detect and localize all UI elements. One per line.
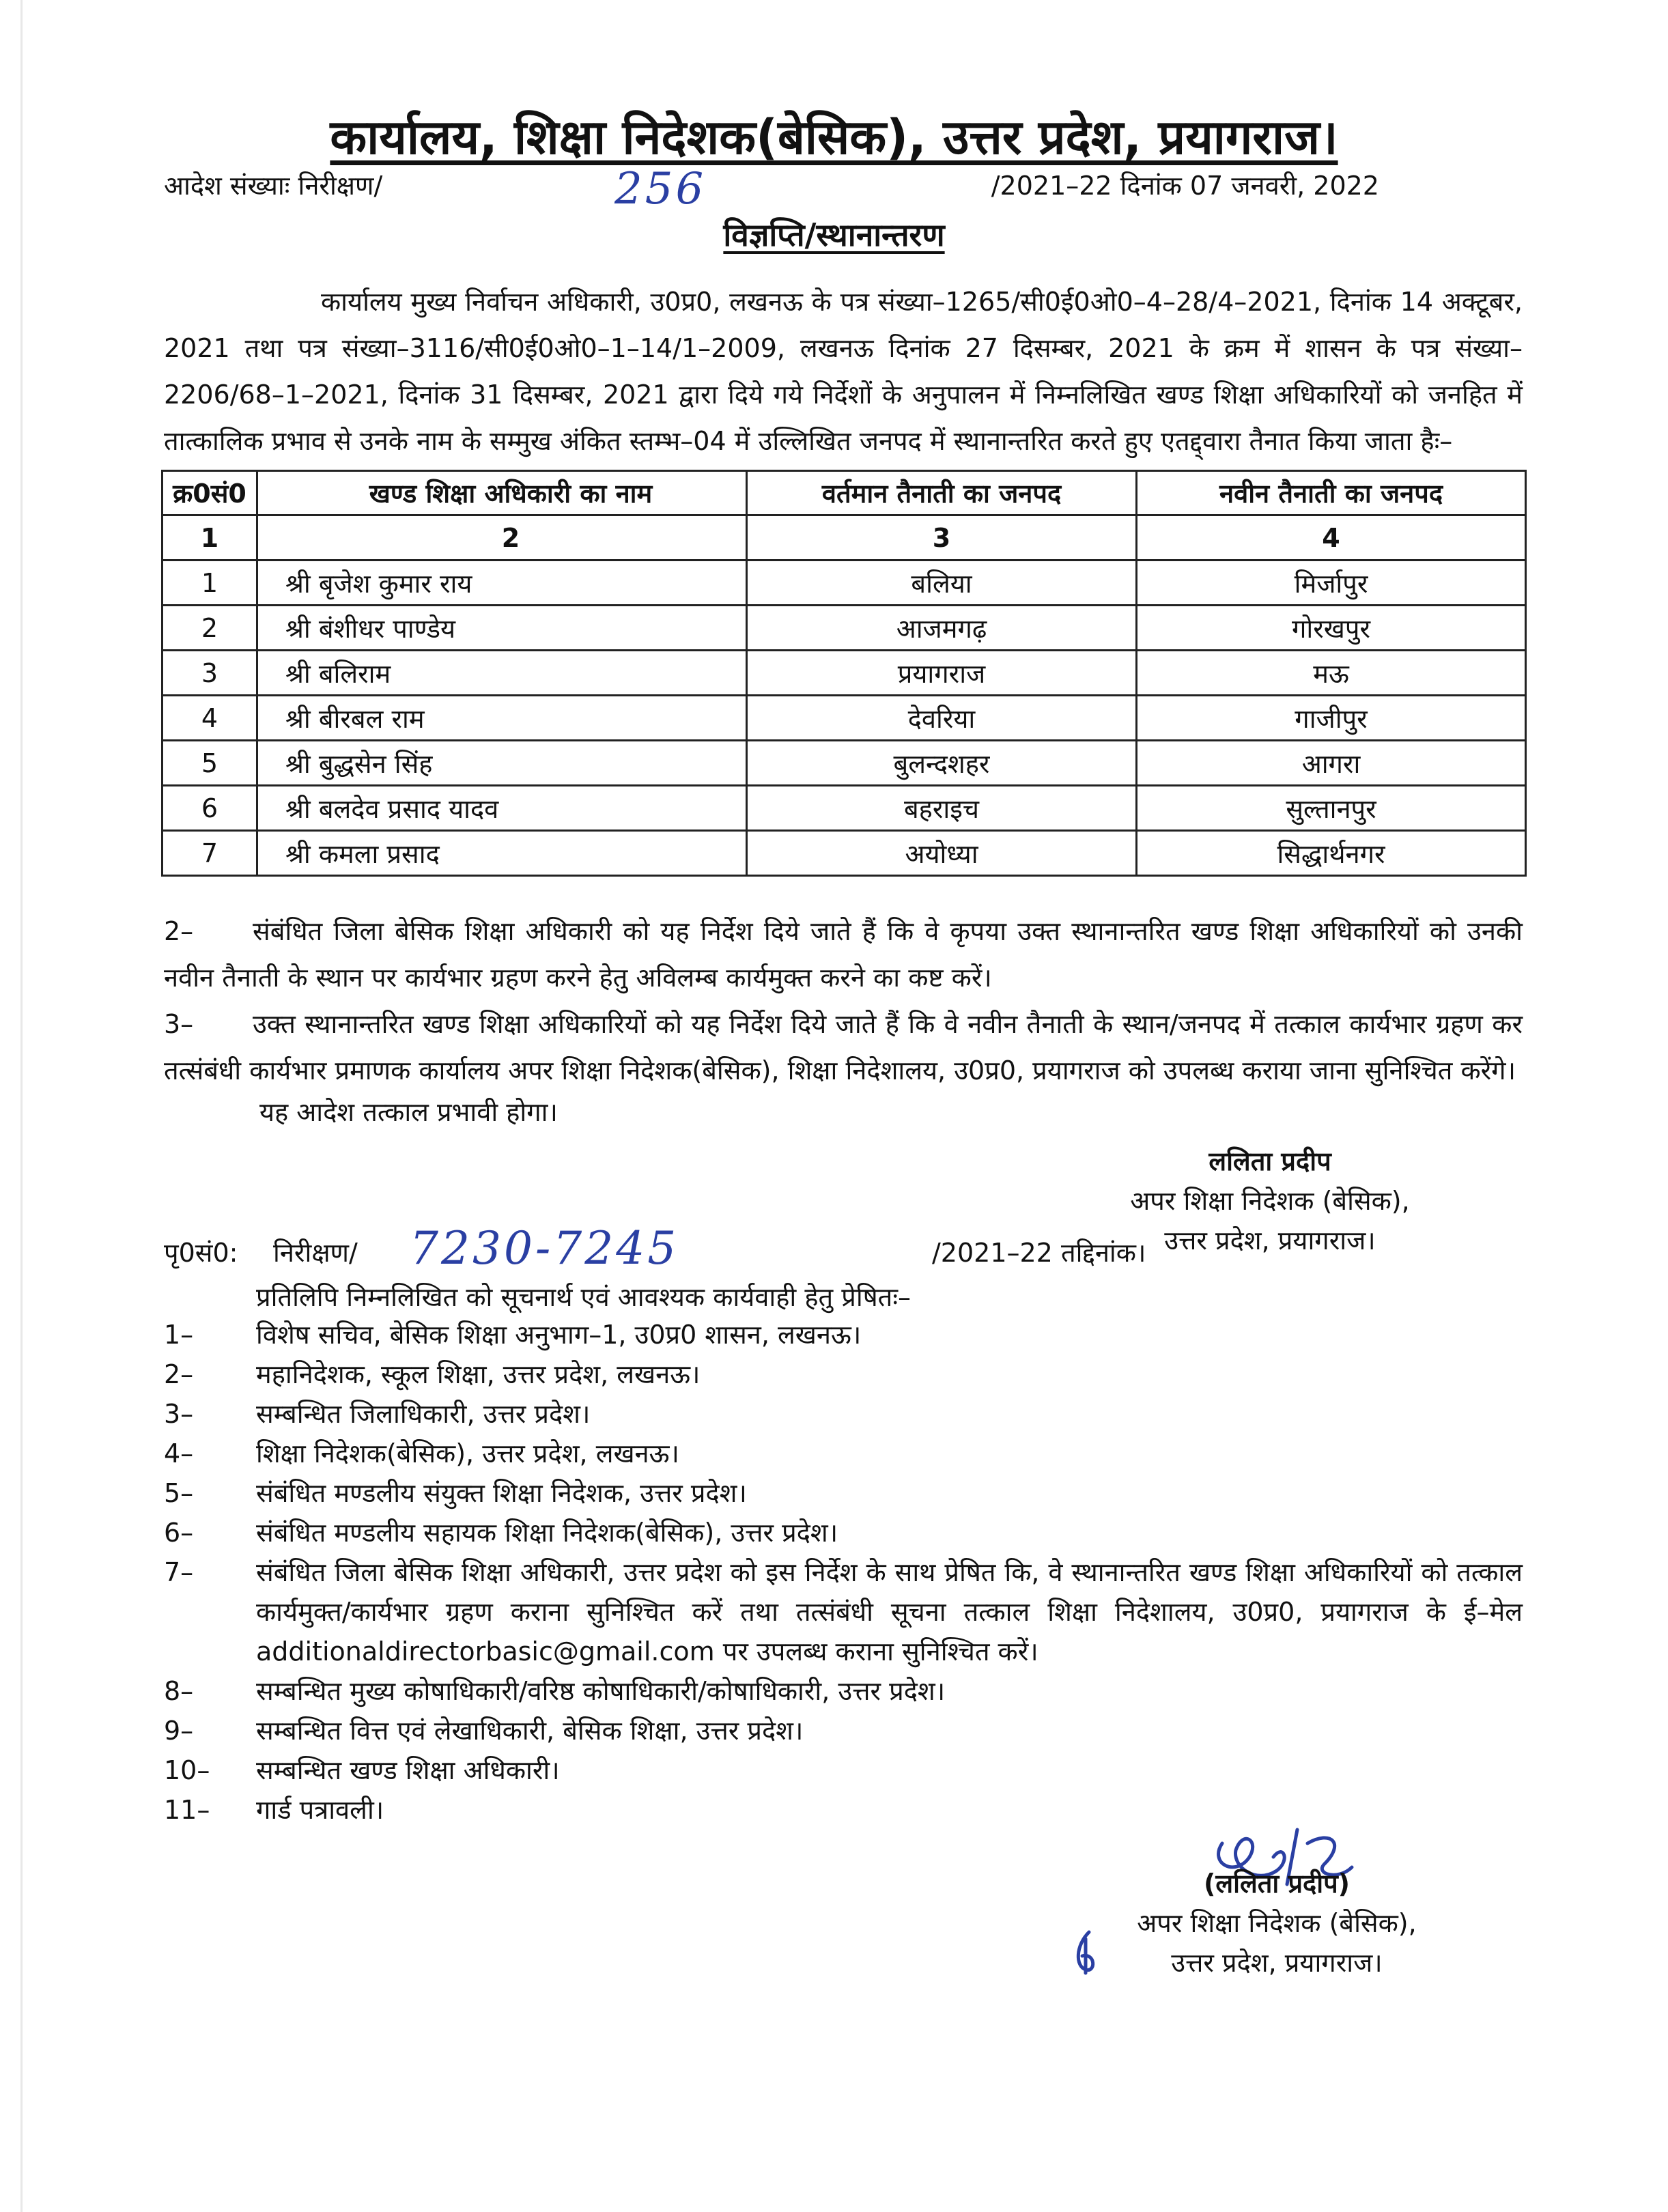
paragraph-1: कार्यालय मुख्य निर्वाचन अधिकारी, उ0प्र0, लखनऊ के पत्र संख्या–1265/सी0ई0ओ0–4–28/4–2021, दिनांक 14 अक्टूबर, 2021 तथा पत्र संख्या–3116/सी0ई0ओ0–1–14/1–2009, लखनऊ दिनांक 27 दिसम्बर, 2021 के क्रम में शासन के पत्र संख्या–2206/68–1–2021, दिनांक 31 दिसम्बर, 2021 द्वारा दिये गये निर्देशों के अनुपालन में निम्नलिखित खण्ड शिक्षा अधिकारियों को जनहित में तात्कालिक प्रभाव से उनके नाम के सम्मुख अंकित स्तम्भ–04 में उल्लिखित जनपद में स्थानान्तरित करते हुए एतद्द्वारा तैनात किया जाता हैः– [164,287,1523,456]
list-text: संबंधित जिला बेसिक शिक्षा अधिकारी, उत्तर प्रदेश को इस निर्देश के साथ प्रेषित कि, वे स्थानान्तरित खण्ड शिक्षा अधिकारियों को तत्काल कार्यमुक्त/कार्यभार ग्रहण कराना सुनिश्चित करें तथा तत्संबंधी सूचना तत्काल शिक्षा निदेशालय, उ0प्र0, प्रयागराज के ई–मेल additionaldirectorbasic@gmail.com पर उपलब्ध कराना सुनिश्चित करें। [256,1557,1523,1667]
list-number: 7– [164,1557,194,1587]
table-row [162,606,1526,651]
cell-current-district: बुलन्दशहर [747,741,1137,786]
list-item [164,1434,1523,1473]
list-text: गार्ड पत्रावली। [256,1795,384,1825]
transfer-table [161,470,1527,877]
cell-current-district: बहराइच [747,786,1137,831]
table-row [162,741,1526,786]
initial-mark [1065,1925,1106,1980]
cell-officer-name: श्री बलिराम [257,651,747,696]
cell-officer-name: श्री बलदेव प्रसाद यादव [257,786,747,831]
header-new-district: नवीन तैनाती का जनपद [1137,471,1526,515]
paragraph-text: संबंधित जिला बेसिक शिक्षा अधिकारी को यह निर्देश दिये जाते हैं कि वे कृपया उक्त स्थानान्तरित खण्ड शिक्षा अधिकारियों को उनकी नवीन तैनाती के स्थान पर कार्यभार ग्रहण करने हेतु अविलम्ब कार्यमुक्त करने का कष्ट करें। [164,916,1523,993]
paragraph-text: उक्त स्थानान्तरित खण्ड शिक्षा अधिकारियों को यह निर्देश दिये जाते हैं कि वे नवीन तैनाती के स्थान/जनपद में तत्काल कार्यभार ग्रहण कर तत्संबंधी कार्यभार प्रमाणक कार्यालय अपर शिक्षा निदेशक(बेसिक), शिक्षा निदेशालय, उ0प्र0, प्रयागराज को उपलब्ध कराया जाना सुनिश्चित करेंगे। [164,1009,1523,1086]
copy-list [164,1315,1523,1830]
paragraph-number: 2– [164,916,194,946]
cell-officer-name: श्री बंशीधर पाण्डेय [257,606,747,651]
cell-officer-name: श्री बृजेश कुमार राय [257,561,747,606]
header-serial: क्र0सं0 [162,471,257,515]
list-number: 6– [164,1518,194,1548]
paragraph-number: 3– [164,1009,194,1039]
signatory-place: उत्तर प्रदेश, प्रयागराज। [1164,1225,1376,1256]
scan-edge [20,0,23,2212]
endorsement-prefix: पृ0सं0: [164,1238,238,1268]
signatory-designation: अपर शिक्षा निदेशक (बेसिक), [1130,1186,1410,1216]
cell-serial: 5 [162,741,257,786]
list-text: सम्बन्धित जिलाधिकारी, उत्तर प्रदेश। [256,1399,591,1429]
list-text: संबंधित मण्डलीय संयुक्त शिक्षा निदेशक, उत्तर प्रदेश। [256,1478,747,1508]
list-item [164,1473,1523,1513]
column-number: 3 [747,515,1137,561]
cell-new-district: गाजीपुर [1137,696,1526,741]
subject-heading: विज्ञप्ति/स्थानान्तरण [723,216,945,253]
cell-new-district: गोरखपुर [1137,606,1526,651]
cell-current-district: आजमगढ़ [747,606,1137,651]
list-item [164,1513,1523,1552]
endorsement-date: /2021–22 तद्दिनांक। [932,1238,1146,1268]
cell-new-district: सुल्तानपुर [1137,786,1526,831]
endorsement-number-handwritten: 7230-7245 [410,1222,679,1275]
order-number-line [164,167,1379,208]
list-text: महानिदेशक, स्कूल शिक्षा, उत्तर प्रदेश, लखनऊ। [256,1359,701,1389]
cell-new-district: मिर्जापुर [1137,561,1526,606]
list-number: 9– [164,1716,194,1746]
list-item [164,1750,1523,1790]
paragraph-4: यह आदेश तत्काल प्रभावी होगा। [259,1097,558,1127]
cell-current-district: देवरिया [747,696,1137,741]
list-item [164,1355,1523,1394]
paragraph-2 [164,908,1523,1001]
list-text: विशेष सचिव, बेसिक शिक्षा अनुभाग–1, उ0प्र0 शासन, लखनऊ। [256,1320,862,1350]
table-row [162,786,1526,831]
cell-current-district: अयोध्या [747,831,1137,876]
list-item [164,1552,1523,1671]
cell-serial: 2 [162,606,257,651]
list-text: सम्बन्धित मुख्य कोषाधिकारी/वरिष्ठ कोषाधिकारी/कोषाधिकारी, उत्तर प्रदेश। [256,1676,946,1706]
signatory-designation: अपर शिक्षा निदेशक (बेसिक), [1137,1908,1417,1938]
list-item [164,1315,1523,1355]
office-title: कार्यालय, शिक्षा निदेशक(बेसिक), उत्तर प्रदेश, प्रयागराज। [330,109,1338,165]
table-row [162,561,1526,606]
cell-new-district: सिद्धार्थनगर [1137,831,1526,876]
list-number: 11– [164,1795,210,1825]
endorsement-line [164,1234,1461,1282]
signatory-name: (ललिता प्रदीप) [1203,1869,1351,1899]
list-number: 3– [164,1399,194,1429]
cell-officer-name: श्री कमला प्रसाद [257,831,747,876]
cell-current-district: बलिया [747,561,1137,606]
table-row [162,696,1526,741]
cell-serial: 3 [162,651,257,696]
list-number: 10– [164,1755,210,1785]
signatory-place: उत्तर प्रदेश, प्रयागराज। [1171,1948,1383,1978]
table-row [162,651,1526,696]
cell-current-district: प्रयागराज [747,651,1137,696]
cell-serial: 6 [162,786,257,831]
header-officer-name: खण्ड शिक्षा अधिकारी का नाम [257,471,747,515]
column-number: 2 [257,515,747,561]
list-number: 4– [164,1438,194,1469]
cell-officer-name: श्री बीरबल राम [257,696,747,741]
list-number: 5– [164,1478,194,1508]
signature-block-2 [1065,1864,1488,1983]
cell-officer-name: श्री बुद्धसेन सिंह [257,741,747,786]
cell-new-district: मऊ [1137,651,1526,696]
column-number: 4 [1137,515,1526,561]
list-text: शिक्षा निदेशक(बेसिक), उत्तर प्रदेश, लखनऊ। [256,1438,679,1469]
list-text: संबंधित मण्डलीय सहायक शिक्षा निदेशक(बेसिक), उत्तर प्रदेश। [256,1518,838,1548]
list-number: 8– [164,1676,194,1706]
column-number-row [162,515,1526,561]
order-prefix: आदेश संख्याः निरीक्षण/ [164,171,383,201]
cell-new-district: आगरा [1137,741,1526,786]
signatory-name: ललिता प्रदीप [1208,1146,1331,1176]
list-number: 1– [164,1320,194,1350]
list-item [164,1394,1523,1434]
copy-intro: प्रतिलिपि निम्नलिखित को सूचनार्थ एवं आवश्यक कार्यवाही हेतु प्रेषितः– [256,1282,911,1312]
endorsement-section: निरीक्षण/ [273,1238,358,1268]
header-current-district: वर्तमान तैनाती का जनपद [747,471,1137,515]
paragraph-3 [164,1001,1523,1094]
list-text: सम्बन्धित खण्ड शिक्षा अधिकारी। [256,1755,560,1785]
paragraphs-2-3 [164,908,1523,1094]
cell-serial: 4 [162,696,257,741]
cell-serial: 1 [162,561,257,606]
table-header-row [162,471,1526,515]
list-item [164,1671,1523,1711]
list-text: सम्बन्धित वित्त एवं लेखाधिकारी, बेसिक शिक्षा, उत्तर प्रदेश। [256,1716,804,1746]
column-number: 1 [162,515,257,561]
table-row [162,831,1526,876]
list-item [164,1711,1523,1750]
order-number-handwritten: 256 [614,164,707,214]
cell-serial: 7 [162,831,257,876]
order-date: /2021–22 दिनांक 07 जनवरी, 2022 [991,171,1379,201]
list-number: 2– [164,1359,194,1389]
